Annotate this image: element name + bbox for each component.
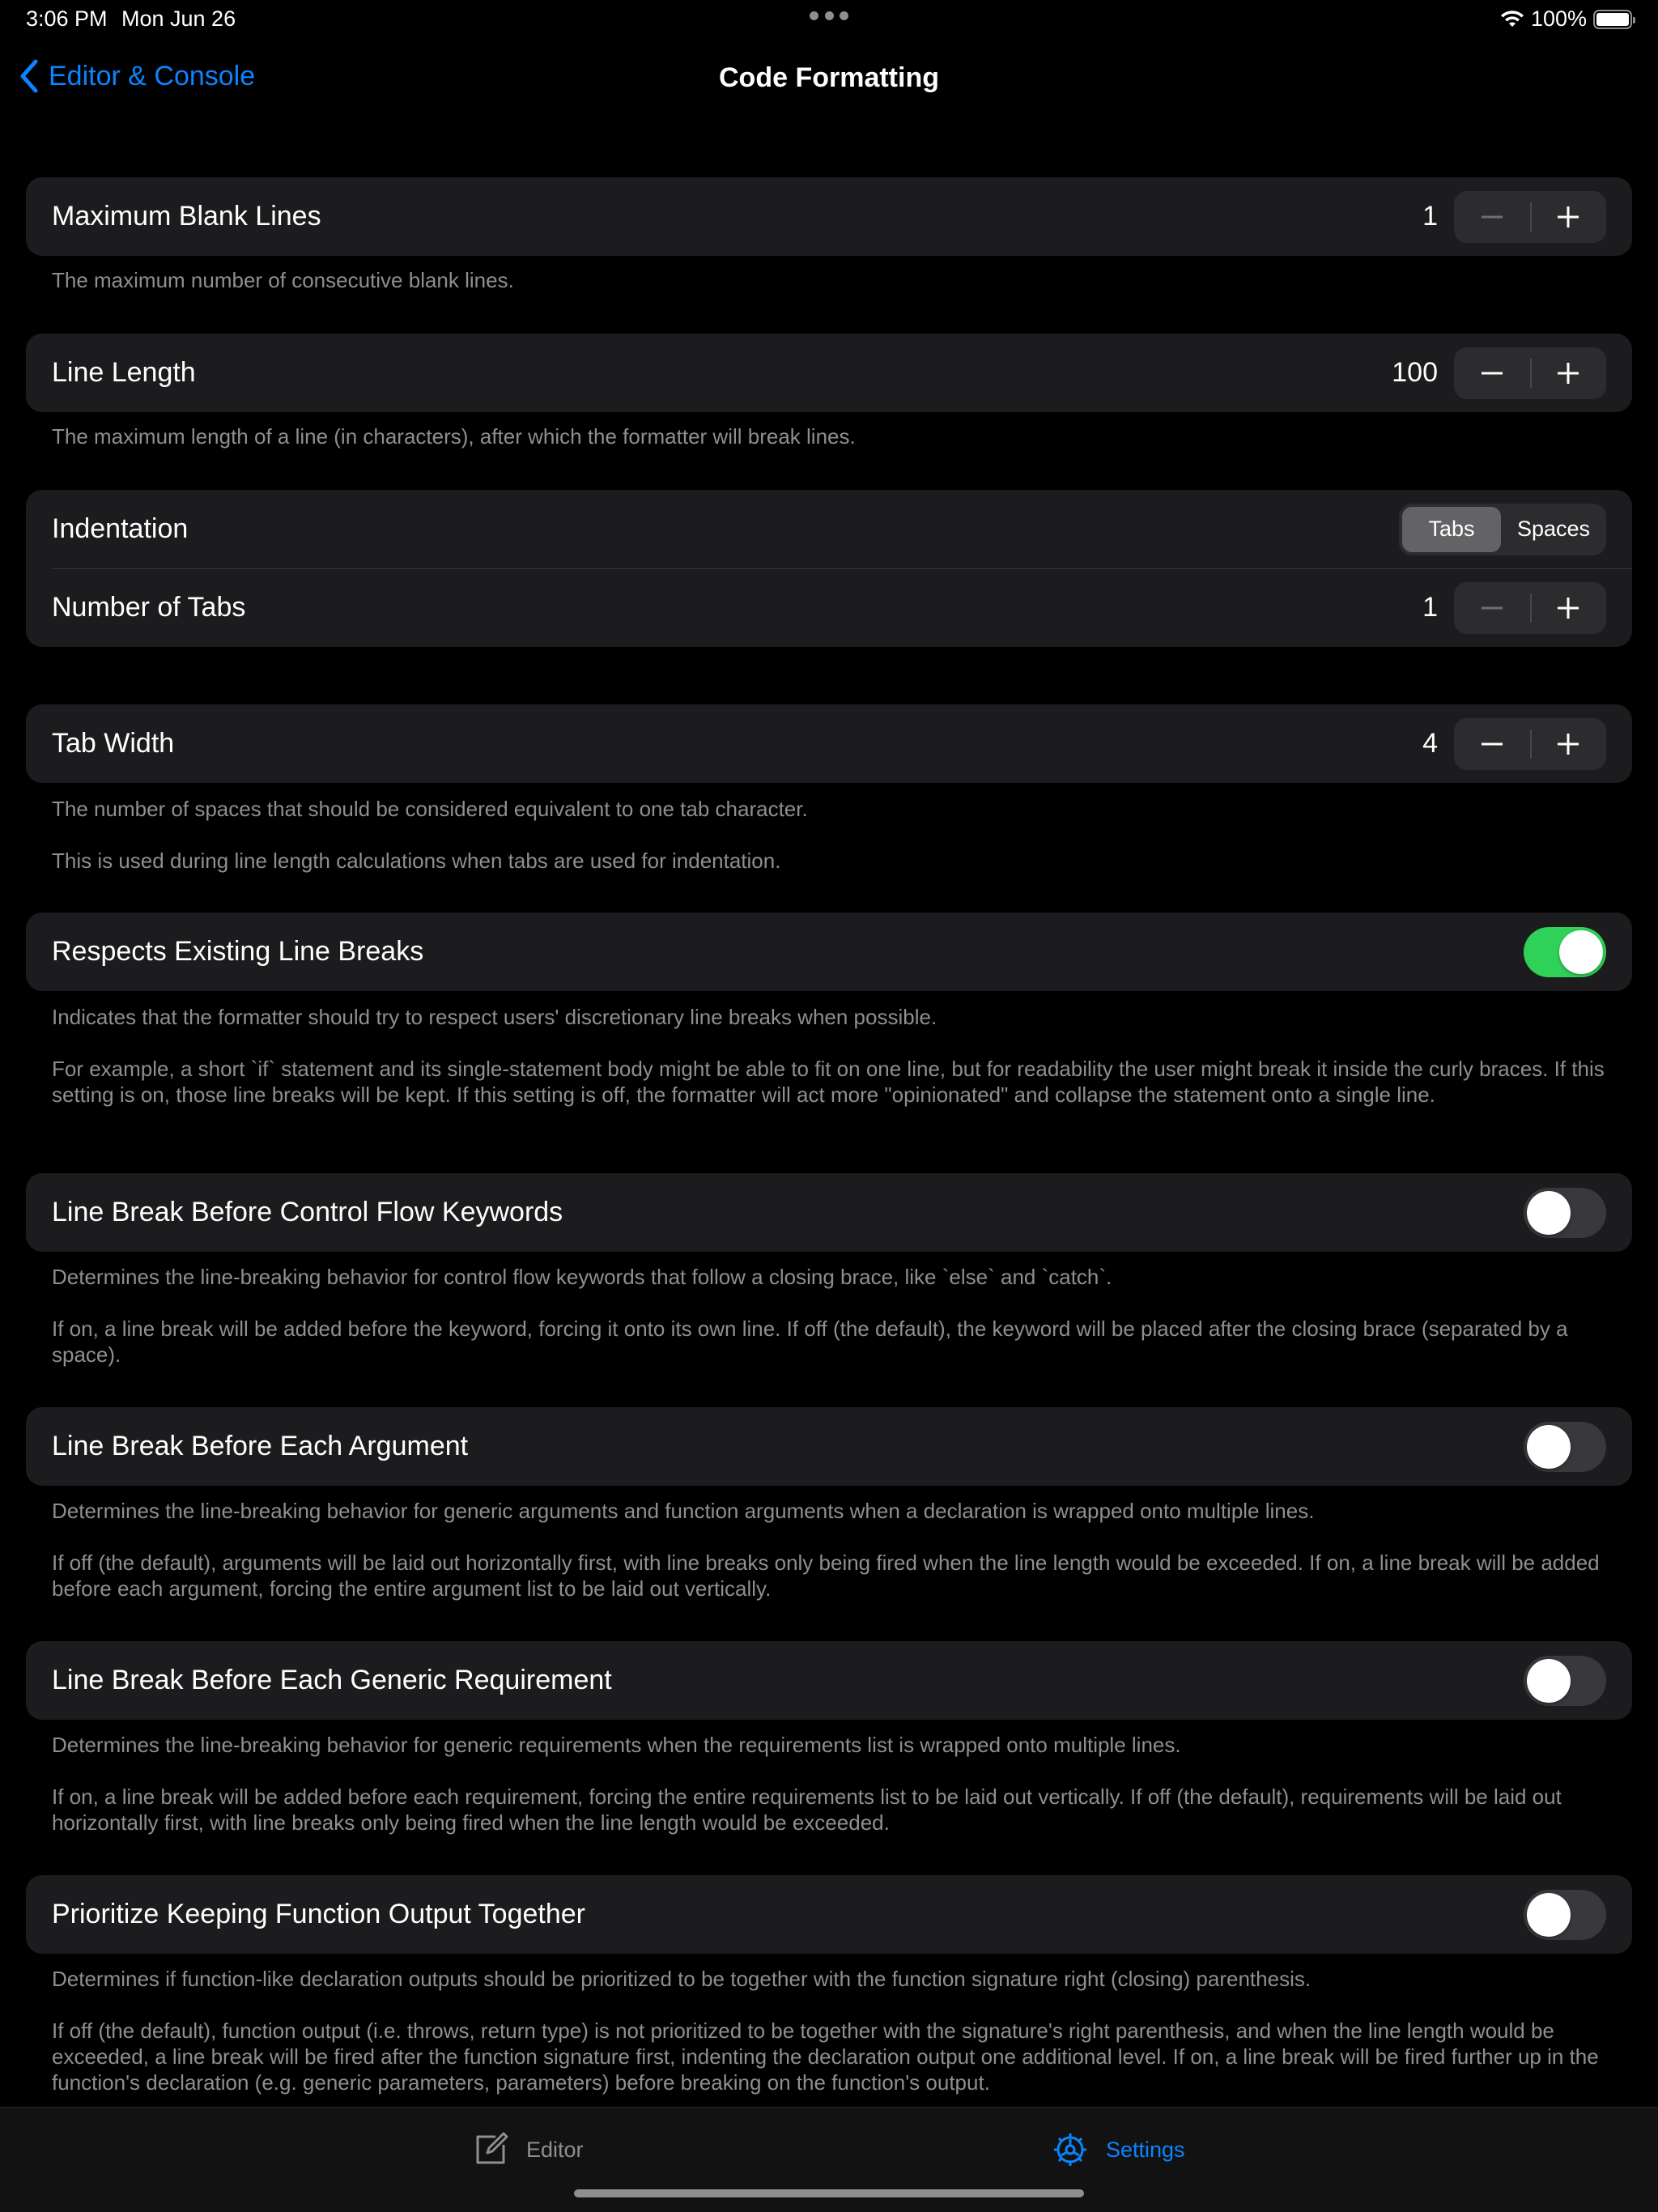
tab-width-stepper[interactable] — [1454, 718, 1606, 770]
status-time: 3:06 PM — [26, 6, 108, 31]
max-blank-lines-label: Maximum Blank Lines — [52, 201, 321, 232]
tab-width-value: 4 — [1422, 728, 1438, 759]
footer-text: The maximum length of a line (in characters), after which the formatter will break lines. — [52, 424, 856, 449]
respects-line-breaks-row — [26, 912, 1632, 991]
decrement-button[interactable] — [1454, 191, 1530, 243]
tab-editor-label: Editor — [526, 2137, 584, 2162]
footer-text: The maximum number of consecutive blank lines. — [52, 268, 514, 292]
max-blank-lines-row — [26, 177, 1632, 256]
footer-text: If off (the default), function output (i.e. throws, return type) is not prioritized to be together with the signature's right parenthesis, and when the line length would be exceeded, a line break will be fired after the function signature first, indenting the declaration output one additional level. If on, a line break will be fired further up in the function's declaration (e.g. generic parameters, parameters) before breaking on the function's output. — [52, 2018, 1599, 2095]
footer-text: If off (the default), arguments will be laid out horizontally first, with line breaks only being fired when the line length would be exceeded. If on, a line break will be added before each argument, forcing the entire argument list to be laid out vertically. — [52, 1551, 1600, 1601]
tab-width-row — [26, 704, 1632, 783]
break-control-flow-group — [26, 1173, 1632, 1252]
back-button-label: Editor & Console — [49, 60, 256, 91]
break-each-argument-label: Line Break Before Each Argument — [52, 1431, 469, 1461]
respects-line-breaks-group — [26, 912, 1632, 991]
break-each-argument-row — [26, 1407, 1632, 1486]
increment-button[interactable] — [1530, 347, 1606, 399]
minus-icon — [1479, 204, 1505, 230]
break-each-argument-footer — [52, 1498, 1606, 1602]
function-output-toggle[interactable] — [1524, 1890, 1606, 1940]
footer-text: If on, a line break will be added before the keyword, forcing it onto its own line. If off (the default), the keyword will be placed after the closing brace (separated by a space). — [52, 1317, 1568, 1367]
footer-text: Indicates that the formatter should try to respect users' discretionary line breaks when possible. — [52, 1005, 937, 1029]
break-each-argument-group — [26, 1407, 1632, 1486]
increment-button[interactable] — [1530, 582, 1606, 634]
respects-line-breaks-toggle[interactable] — [1524, 927, 1606, 977]
line-length-label: Line Length — [52, 357, 196, 388]
indentation-row — [26, 490, 1632, 568]
max-blank-lines-value: 1 — [1422, 201, 1438, 232]
increment-button[interactable] — [1530, 718, 1606, 770]
minus-icon — [1479, 360, 1505, 386]
function-output-group — [26, 1875, 1632, 1954]
line-length-group — [26, 334, 1632, 412]
line-length-footer — [52, 423, 1606, 449]
tab-editor[interactable] — [471, 2130, 584, 2169]
tab-settings-label: Settings — [1106, 2137, 1185, 2162]
respects-line-breaks-footer — [52, 1004, 1606, 1108]
break-generic-requirement-group — [26, 1641, 1632, 1720]
line-length-stepper[interactable] — [1454, 347, 1606, 399]
footer-text: Determines if function-like declaration outputs should be prioritized to be together with the function signature right (closing) parenthesis. — [52, 1967, 1312, 1991]
battery-icon — [1593, 10, 1632, 29]
minus-icon — [1479, 595, 1505, 621]
indentation-group — [26, 490, 1632, 647]
increment-button[interactable] — [1530, 191, 1606, 243]
status-date: Mon Jun 26 — [121, 6, 236, 31]
segment-tabs[interactable]: Tabs — [1402, 507, 1501, 552]
minus-icon — [1479, 731, 1505, 757]
decrement-button[interactable] — [1454, 718, 1530, 770]
navigation-bar — [0, 49, 1658, 113]
decrement-button[interactable] — [1454, 582, 1530, 634]
break-generic-requirement-footer — [52, 1732, 1606, 1836]
number-of-tabs-stepper[interactable] — [1454, 582, 1606, 634]
footer-text: Determines the line-breaking behavior for generic requirements when the requirements list is wrapped onto multiple lines. — [52, 1733, 1181, 1757]
break-generic-requirement-toggle[interactable] — [1524, 1656, 1606, 1706]
tab-width-label: Tab Width — [52, 728, 175, 759]
break-control-flow-label: Line Break Before Control Flow Keywords — [52, 1197, 563, 1227]
max-blank-lines-stepper[interactable] — [1454, 191, 1606, 243]
line-length-value: 100 — [1392, 357, 1438, 388]
tab-width-footer — [52, 796, 1606, 874]
plus-icon — [1555, 204, 1581, 230]
footer-text: The number of spaces that should be considered equivalent to one tab character. — [52, 797, 808, 821]
number-of-tabs-value: 1 — [1422, 592, 1438, 623]
footer-text: For example, a short `if` statement and its single-statement body might be able to fit on one line, but for readability the user might break it inside the curly braces. If this setting is on, those line breaks will be kept. If this setting is off, the formatter will act more "opinionated" and collapse the statement onto a single line. — [52, 1057, 1605, 1107]
plus-icon — [1555, 595, 1581, 621]
indentation-label: Indentation — [52, 513, 189, 544]
line-length-row — [26, 334, 1632, 412]
footer-text: Determines the line-breaking behavior for generic arguments and function arguments when a declaration is wrapped onto multiple lines. — [52, 1499, 1315, 1523]
footer-text: This is used during line length calculations when tabs are used for indentation. — [52, 849, 781, 873]
tab-width-group — [26, 704, 1632, 783]
max-blank-lines-group — [26, 177, 1632, 256]
function-output-label: Prioritize Keeping Function Output Together — [52, 1899, 585, 1929]
number-of-tabs-row — [26, 568, 1632, 647]
home-indicator[interactable] — [574, 2189, 1084, 2197]
break-control-flow-row — [26, 1173, 1632, 1252]
break-generic-requirement-row — [26, 1641, 1632, 1720]
break-control-flow-toggle[interactable] — [1524, 1188, 1606, 1238]
break-each-argument-toggle[interactable] — [1524, 1422, 1606, 1472]
indentation-segmented-control[interactable] — [1399, 504, 1606, 555]
max-blank-lines-footer — [52, 267, 1606, 293]
break-control-flow-footer — [52, 1264, 1606, 1368]
tab-settings[interactable] — [1051, 2130, 1185, 2169]
gear-icon — [1051, 2130, 1090, 2169]
segment-spaces[interactable]: Spaces — [1516, 517, 1591, 541]
status-bar — [0, 0, 1658, 39]
decrement-button[interactable] — [1454, 347, 1530, 399]
plus-icon — [1555, 731, 1581, 757]
break-generic-requirement-label: Line Break Before Each Generic Requirement — [52, 1665, 612, 1695]
footer-text: Determines the line-breaking behavior for control flow keywords that follow a closing brace, like `else` and `catch`. — [52, 1265, 1112, 1289]
function-output-row — [26, 1875, 1632, 1954]
multitasking-dots-icon[interactable] — [810, 11, 848, 21]
footer-text: If on, a line break will be added before each requirement, forcing the entire requirements list to be laid out vertically. If off (the default), requirements will be laid out horizontally first, with line breaks only being fired when the line length would be exceeded. — [52, 1784, 1562, 1835]
plus-icon — [1555, 360, 1581, 386]
page-title: Code Formatting — [719, 62, 939, 93]
compose-icon — [471, 2130, 510, 2169]
respects-line-breaks-label: Respects Existing Line Breaks — [52, 936, 424, 967]
function-output-footer — [52, 1966, 1606, 2095]
battery-percent: 100% — [1530, 6, 1587, 31]
number-of-tabs-label: Number of Tabs — [52, 592, 246, 623]
status-right — [1500, 6, 1632, 32]
wifi-icon — [1500, 10, 1524, 29]
